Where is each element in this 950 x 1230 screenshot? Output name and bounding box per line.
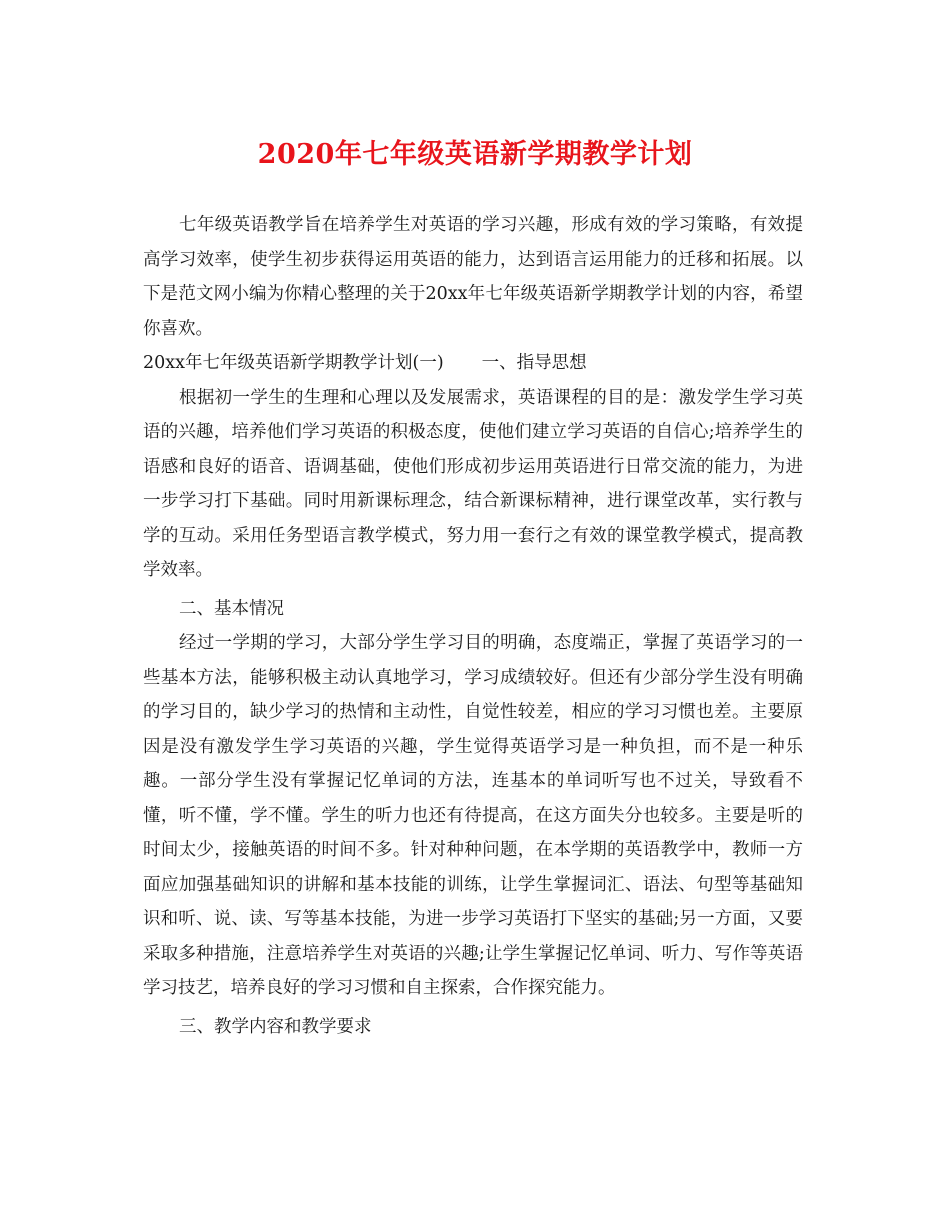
section2-paragraph: 经过一学期的学习，大部分学生学习目的明确，态度端正，掌握了英语学习的一些基本方法，能够积极主动认真地学习，学习成绩较好。但还有少部分学生没有明确的学习目的，缺少学习的热情和主动性，自觉性较差，相应的学习习惯也差。主要原因是没有激发学生学习英语的兴趣，学生觉得英语学习是一种负担，而不是一种乐趣。一部分学生没有掌握记忆单词的方法，连基本的单词听写也不过关，导致看不懂，听不懂，学不懂。学生的听力也还有待提高，在这方面失分也较多。主要是听的时间太少，接触英语的时间不多。针对种种问题，在本学期的英语教学中，教师一方面应加强基础知识的讲解和基本技能的训练，让学生掌握词汇、语法、句型等基础知识和听、说、读、写等基本技能，为进一步学习英语打下坚实的基础;另一方面，又要采取多种措施，注意培养学生对英语的兴趣;让学生掌握记忆单词、听力、写作等英语学习技艺，培养良好的学习习惯和自主探索，合作探究能力。 xyxy=(143,633,803,998)
section1-heading: 一、指导思想 xyxy=(481,353,587,373)
intro-paragraph: 七年级英语教学旨在培养学生对英语的学习兴趣，形成有效的学习策略，有效提高学习效率，使学生初步获得运用英语的能力，达到语言运用能力的迁移和拓展。以下是范文网小编为你精心整理的关于20xx年七年级英语新学期教学计划的内容，希望你喜欢。 xyxy=(143,215,803,339)
document-body xyxy=(143,208,803,1044)
document-subtitle: 20xx年七年级英语新学期教学计划(一) xyxy=(143,353,444,373)
section2-heading: 二、基本情况 xyxy=(179,598,284,619)
section3-heading: 三、教学内容和教学要求 xyxy=(179,1016,372,1037)
subtitle-line xyxy=(143,346,803,381)
document-title: 2020年七年级英语新学期教学计划 xyxy=(257,139,693,170)
section1-paragraph: 根据初一学生的生理和心理以及发展需求，英语课程的目的是：激发学生学习英语的兴趣，培养他们学习英语的积极态度，使他们建立学习英语的自信心;培养学生的语感和良好的语音、语调基础，使他们形成初步运用英语进行日常交流的能力，为进一步学习打下基础。同时用新课标理念，结合新课标精神，进行课堂改革，实行教与学的互动。采用任务型语言教学模式，努力用一套行之有效的课堂教学模式，提高教学效率。 xyxy=(143,387,803,580)
